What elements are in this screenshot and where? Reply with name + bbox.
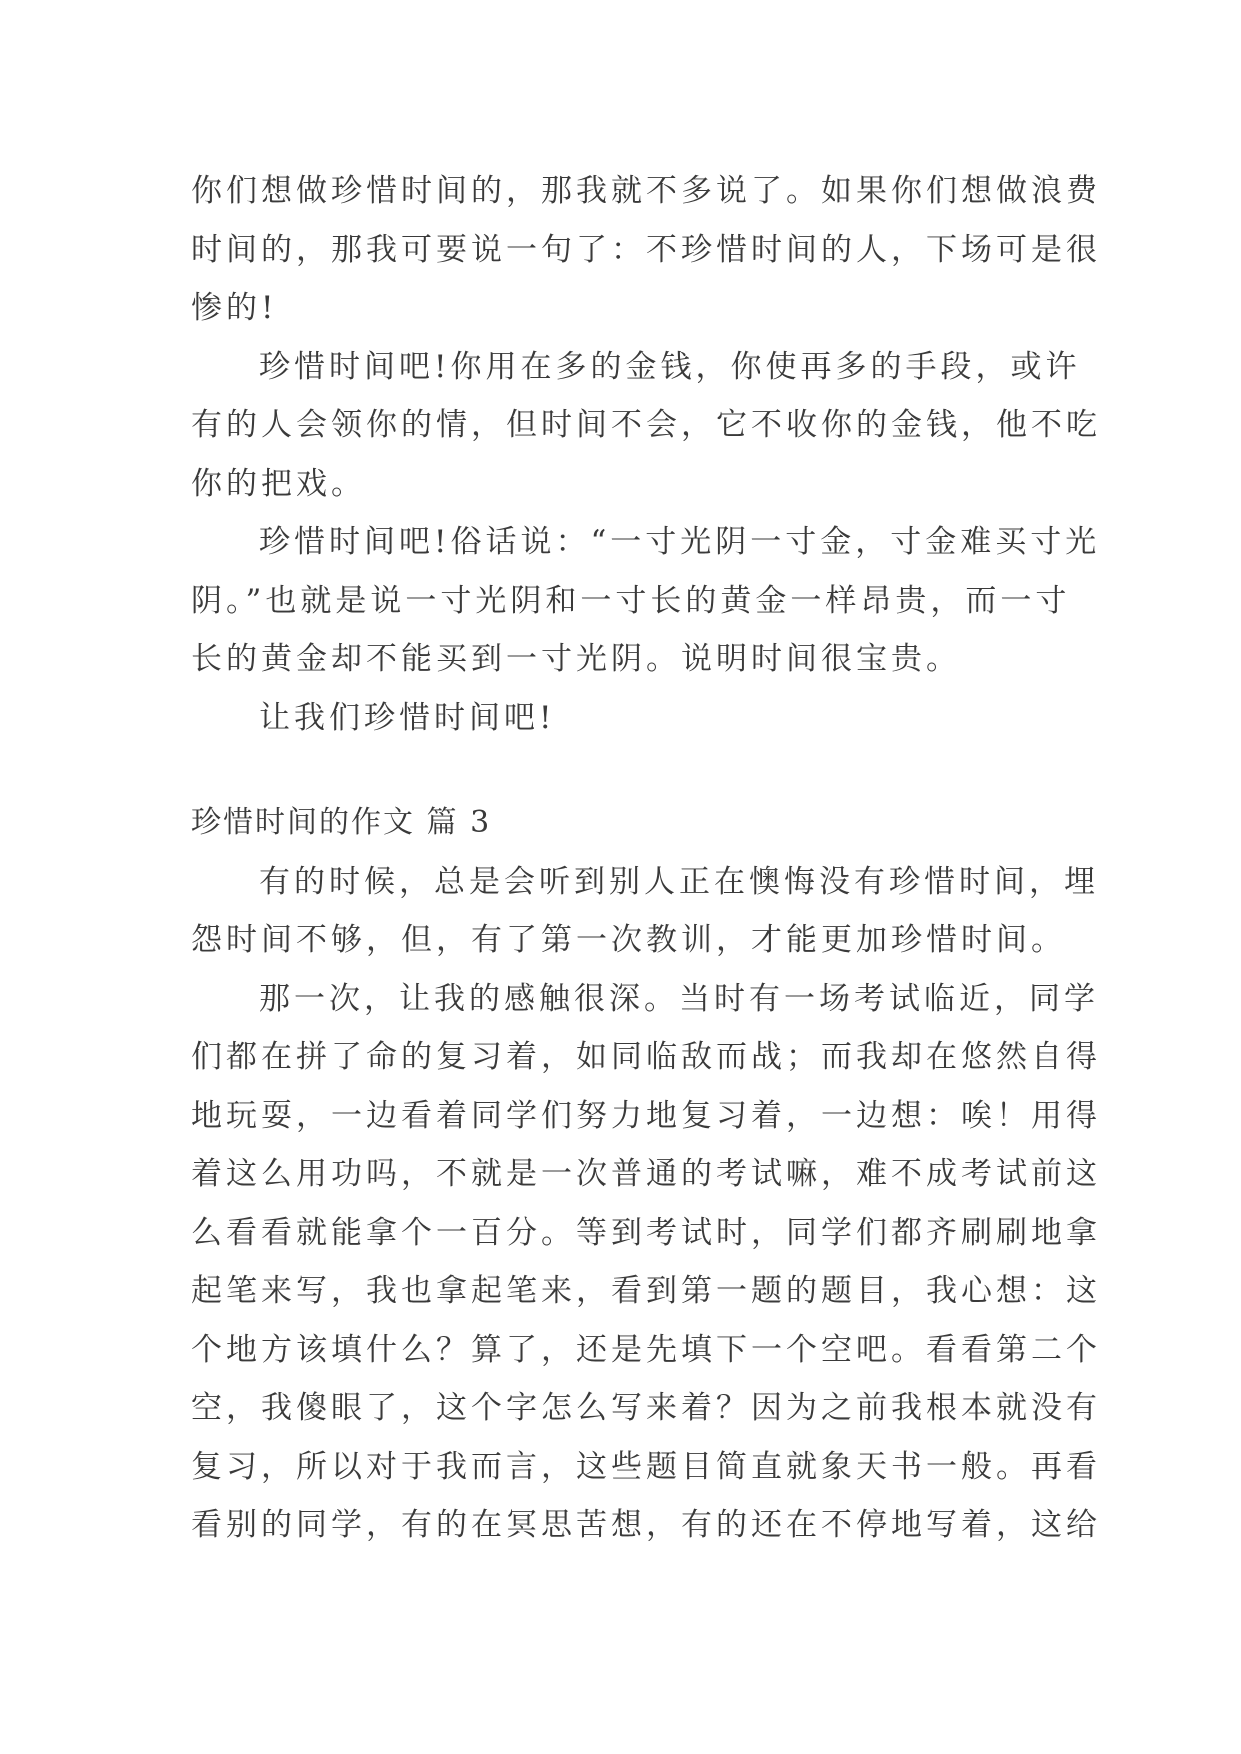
section-spacer — [191, 747, 1051, 794]
paragraph-line: 复习，所以对于我而言，这些题目简直就象天书一般。再看 — [191, 1448, 1101, 1485]
document-page — [191, 162, 1101, 1555]
paragraph-line: 个地方该填什么？算了，还是先填下一个空吧。看看第二个 — [191, 1331, 1101, 1368]
paragraph-line: 那一次，让我的感触很深。当时有一场考试临近，同学 — [259, 980, 1099, 1017]
paragraph-line: 么看看就能拿个一百分。等到考试时，同学们都齐刷刷地拿 — [191, 1214, 1101, 1251]
paragraph-line: 们都在拼了命的复习着，如同临敌而战；而我却在悠然自得 — [191, 1039, 1101, 1075]
paragraph-line: 让我们珍惜时间吧! — [259, 699, 556, 736]
paragraph-line: 你们想做珍惜时间的，那我就不多说了。如果你们想做浪费 — [191, 173, 1101, 209]
paragraph-line: 时间的，那我可要说一句了：不珍惜时间的人，下场可是很 — [191, 231, 1101, 268]
paragraph-2 — [191, 338, 1101, 514]
paragraph-line: 着这么用功吗，不就是一次普通的考试嘛，难不成考试前这 — [191, 1156, 1101, 1192]
paragraph-1 — [191, 162, 1101, 338]
paragraph-line: 有的人会领你的情，但时间不会，它不收你的金钱，他不吃 — [191, 407, 1101, 443]
paragraph-line: 地玩耍，一边看着同学们努力地复习着，一边想：唉！用得 — [191, 1097, 1101, 1134]
paragraph-line: 珍惜时间吧!俗话说：“一寸光阴一寸金，寸金难买寸光 — [259, 524, 1101, 560]
paragraph-6 — [191, 970, 1101, 1555]
paragraph-line: 怨时间不够，但，有了第一次教训，才能更加珍惜时间。 — [191, 922, 1066, 958]
section-heading: 珍惜时间的作文 篇 3 — [191, 805, 492, 840]
paragraph-5 — [191, 853, 1099, 970]
paragraph-line: 有的时候，总是会听到别人正在懊悔没有珍惜时间，埋 — [259, 863, 1099, 900]
paragraph-line: 空，我傻眼了，这个字怎么写来着？因为之前我根本就没有 — [191, 1390, 1101, 1426]
paragraph-line: 起笔来写，我也拿起笔来，看到第一题的题目，我心想：这 — [191, 1273, 1101, 1309]
paragraph-line: 长的黄金却不能买到一寸光阴。说明时间很宝贵。 — [191, 641, 961, 677]
paragraph-line: 你的把戏。 — [191, 465, 366, 502]
paragraph-4 — [191, 689, 1051, 748]
paragraph-line: 惨的! — [191, 290, 278, 326]
paragraph-3 — [191, 513, 1101, 689]
paragraph-line: 阴。”也就是说一寸光阴和一寸长的黄金一样昂贵，而一寸 — [191, 582, 1071, 619]
paragraph-line: 珍惜时间吧!你用在多的金钱，你使再多的手段，或许 — [259, 348, 1081, 385]
paragraph-line: 看别的同学，有的在冥思苦想，有的还在不停地写着，这给 — [191, 1507, 1101, 1543]
